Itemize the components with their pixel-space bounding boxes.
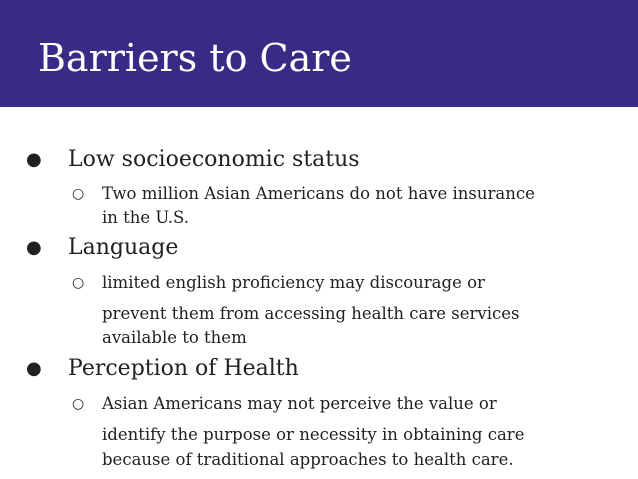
sub-bullet-line: identify the purpose or necessity in obtaining care — [102, 425, 525, 444]
slide-title: Barriers to Care — [38, 36, 352, 80]
bullet-dot-icon: ● — [26, 358, 42, 379]
sub-bullet-line: available to them — [102, 328, 247, 347]
sub-bullet-line: in the U.S. — [102, 208, 190, 227]
sub-bullet-line: limited english proficiency may discourage or — [102, 273, 485, 292]
sub-bullet-ring-icon: ○ — [72, 396, 85, 412]
sub-bullet-line: Two million Asian Americans do not have insurance — [102, 184, 535, 203]
bullet-label: Language — [68, 235, 179, 260]
bullet-label: Low socioeconomic status — [68, 147, 360, 172]
bullet-dot-icon: ● — [26, 237, 42, 258]
sub-bullet-line: Asian Americans may not perceive the value or — [102, 394, 497, 413]
sub-bullet-ring-icon: ○ — [72, 275, 85, 291]
bullet-label: Perception of Health — [68, 356, 299, 381]
title-bar — [0, 0, 638, 107]
bullet-dot-icon: ● — [26, 149, 42, 170]
sub-bullet-line: because of traditional approaches to health care. — [102, 450, 514, 469]
sub-bullet-line: prevent them from accessing health care services — [102, 304, 520, 323]
sub-bullet-ring-icon: ○ — [72, 186, 85, 202]
